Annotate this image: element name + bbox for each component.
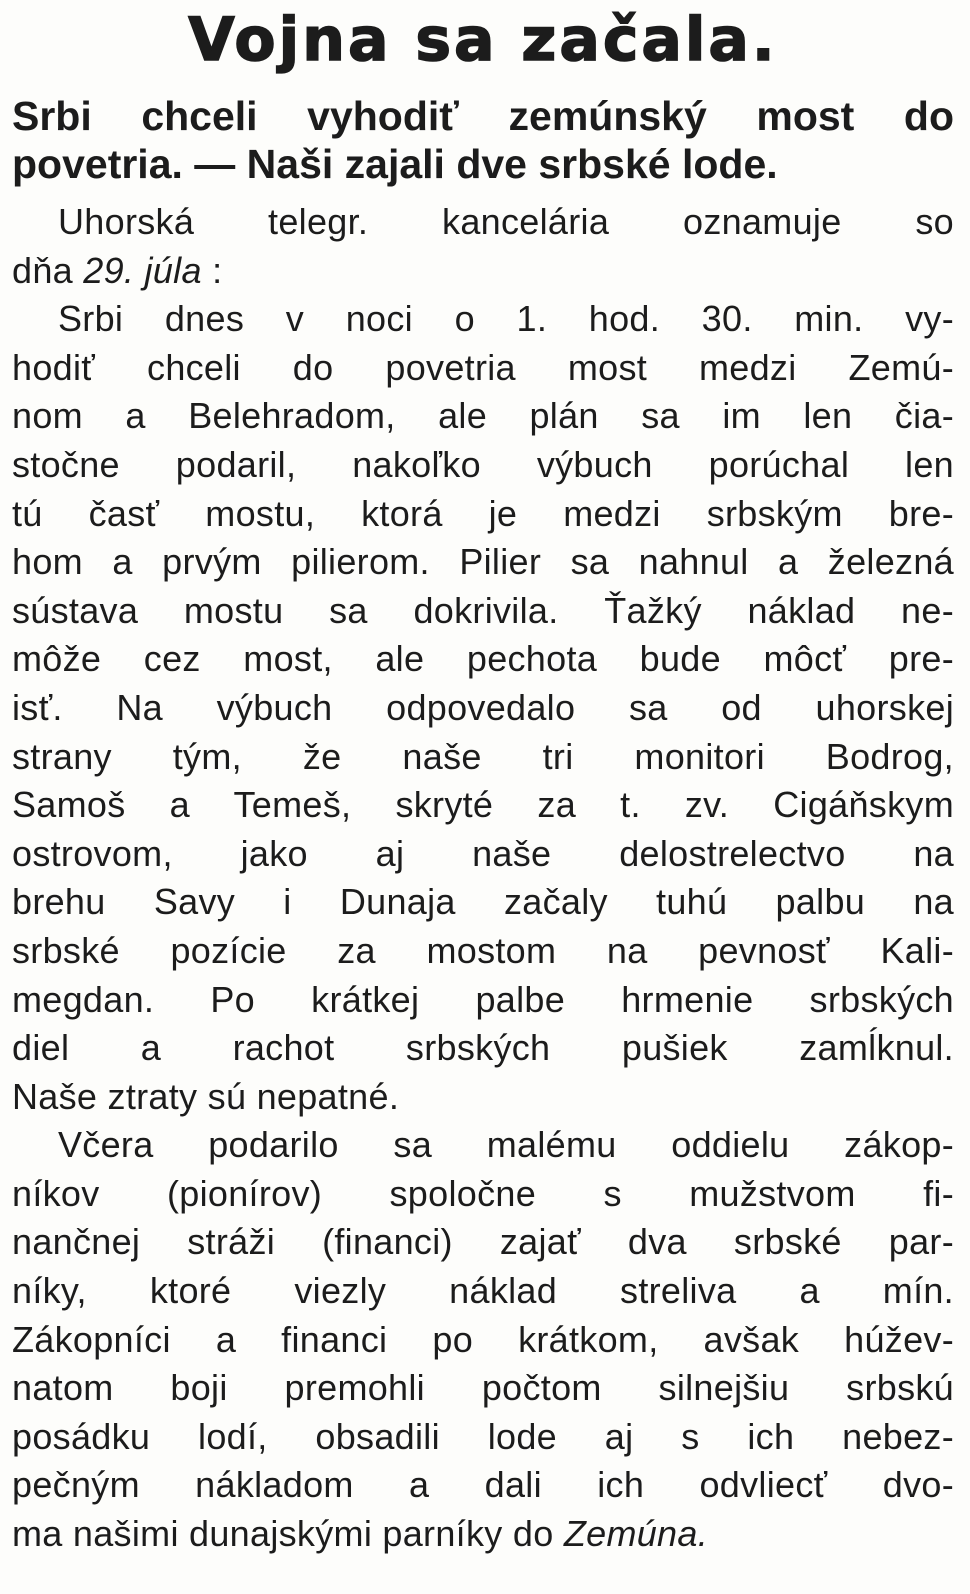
text-line: strany tým, že naše tri monitori Bodrog, — [12, 735, 954, 777]
text-line: pečným nákladom a dali ich odvliecť dvo- — [12, 1464, 954, 1506]
text-line: brehu Savy i Dunaja začaly tuhú palbu na — [12, 881, 954, 923]
text-line: ostrovom, jako aj naše delostrelectvo na — [12, 832, 954, 874]
text-line: Naše ztraty sú nepatné. — [12, 1075, 400, 1117]
text-line: megdan. Po krátkej palbe hrmenie srbských — [12, 978, 954, 1020]
paragraph-captured-ships — [12, 1121, 954, 1558]
paragraph-bridge-explosion — [12, 295, 954, 1121]
text-line: hodiť chceli do povetria most medzi Zemú- — [12, 346, 954, 388]
text-line: srbské pozície za mostom na pevnosť Kali- — [12, 929, 954, 971]
dateline-date: 29. júla — [83, 249, 202, 291]
subheadline-line: povetria. — Naši zajali dve srbské lode. — [12, 141, 778, 187]
text-line: diel a rachot srbských pušiek zamĺknul. — [12, 1027, 954, 1069]
text-line: Včera podarilo sa malému oddielu zákop- — [58, 1124, 954, 1166]
subheadline — [12, 92, 954, 188]
text-line: níkov (pionírov) spoločne s mužstvom fi- — [12, 1172, 954, 1214]
text-line: dňa 29. júla : — [12, 249, 223, 291]
subheadline-line: Srbi chceli vyhodiť zemúnský most do — [12, 93, 954, 139]
text-line: Zákopníci a financi po krátkom, avšak húžev- — [12, 1318, 954, 1360]
text-line: isť. Na výbuch odpovedalo sa od uhorskej — [12, 686, 954, 728]
text-line: sústava mostu sa dokrivila. Ťažký náklad ne- — [12, 589, 954, 631]
paragraph-dateline — [12, 198, 954, 295]
text-line: posádku lodí, obsadili lode aj s ich nebez- — [12, 1415, 954, 1457]
place-name: Zemúna. — [563, 1513, 708, 1555]
text-line: Uhorská telegr. kancelária oznamuje so — [58, 201, 954, 242]
text-line: ma našimi dunajskými parníky do Zemúna. — [12, 1513, 708, 1555]
text-line: níky, ktoré viezly náklad streliva a mín. — [12, 1270, 954, 1312]
text-line: natom boji premohli počtom silnejšiu srbskú — [12, 1367, 954, 1409]
text-line: stočne podaril, nakoľko výbuch porúchal len — [12, 443, 954, 485]
text-line: Srbi dnes v noci o 1. hod. 30. min. vy- — [58, 298, 954, 340]
text-line: nančnej stráži (financi) zajať dva srbské par- — [12, 1221, 954, 1263]
text-line: môže cez most, ale pechota bude môcť pre- — [12, 638, 954, 680]
text-line: nom a Belehradom, ale plán sa im len čia- — [12, 395, 954, 437]
headline: Vojna sa začala. — [188, 5, 778, 75]
text-line: tú časť mostu, ktorá je medzi srbským bre- — [12, 492, 954, 534]
text-line: Samoš a Temeš, skryté za t. zv. Cigáňskym — [12, 784, 954, 826]
text-line: hom a prvým pilierom. Pilier sa nahnul a železná — [12, 541, 954, 583]
